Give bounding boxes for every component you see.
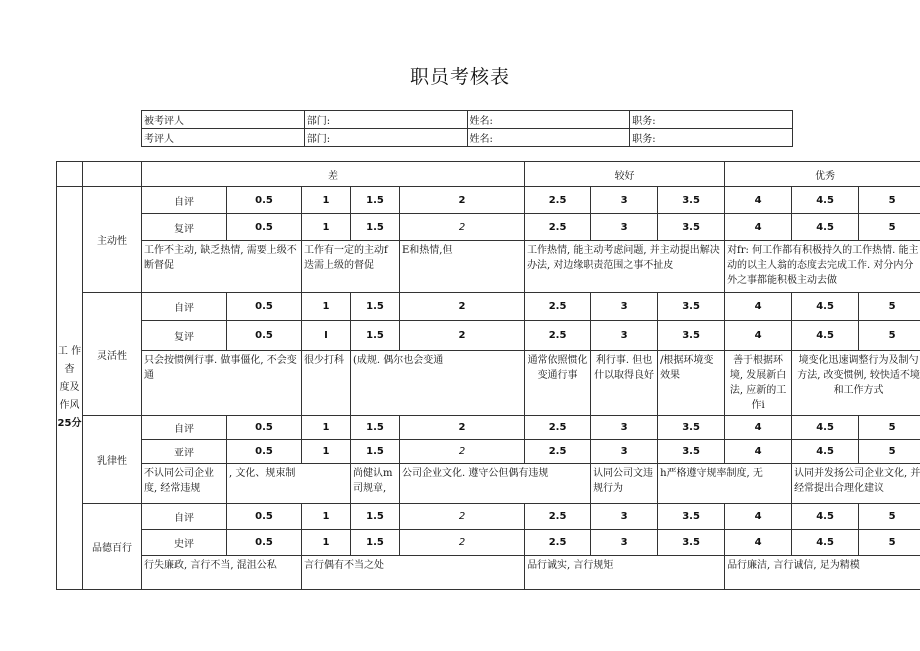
description-cell: 只会按惯例行事. 做事僵化, 不会变通 [142, 351, 302, 416]
row-label: 史评 [142, 530, 227, 556]
description-cell: 认同并发扬公司企业文化, 并经常提出合理化建议 [792, 464, 920, 504]
score-cell[interactable]: 3.5 [658, 504, 725, 530]
score-cell[interactable]: 5 [859, 321, 920, 351]
table-row [57, 530, 920, 556]
row-label: 自评 [142, 416, 227, 440]
score-cell[interactable]: 3.5 [658, 187, 725, 214]
description-cell: 品行诚实, 言行规矩 [525, 556, 725, 590]
score-cell[interactable]: 3.5 [658, 293, 725, 321]
description-cell: 行失廉政, 言行不当, 混沮公私 [142, 556, 302, 590]
row-label: 亚评 [142, 440, 227, 464]
score-cell[interactable]: 4 [725, 321, 792, 351]
evaluator-dept-field[interactable]: 部门: [304, 129, 467, 147]
score-cell[interactable]: 5 [859, 504, 920, 530]
description-row [57, 241, 920, 293]
table-row [57, 293, 920, 321]
score-cell[interactable]: 4.5 [792, 440, 859, 464]
score-cell[interactable]: 1.5 [351, 416, 400, 440]
score-cell[interactable]: 2.5 [525, 321, 591, 351]
score-cell[interactable]: 4 [725, 440, 792, 464]
score-cell[interactable]: 1 [302, 187, 351, 214]
evaluatee-title-field[interactable]: 职务: [630, 111, 793, 129]
score-cell[interactable]: 5 [859, 214, 920, 241]
score-cell[interactable]: 0.5 [227, 187, 302, 214]
score-cell[interactable]: 1.5 [351, 214, 400, 241]
score-cell[interactable]: 1 [302, 293, 351, 321]
description-cell: 工作热情, 能主动考虑问题, 并主动提出解决办法, 对边缘职责范围之事不扯皮 [525, 241, 725, 293]
score-cell[interactable]: 2.5 [525, 504, 591, 530]
category-label: 工 作 杳 度及 作风 25分 [57, 187, 83, 590]
level-header-row [57, 162, 920, 187]
description-cell: 对fr: 何工作都有积极持久的工作热情. 能主动的以主人翁的态度去完成工作. 对分内分外之事都能积极主动去做 [725, 241, 920, 293]
score-cell[interactable]: 2.5 [525, 293, 591, 321]
description-cell: h严格遵守规率制度, 无 [658, 464, 792, 504]
form-title: 职员考核表 [409, 66, 510, 88]
score-cell[interactable]: 3 [591, 440, 658, 464]
score-cell[interactable]: 4 [725, 504, 792, 530]
description-cell: E和热情,但 [400, 241, 525, 293]
score-cell[interactable]: 2 [400, 293, 525, 321]
description-row [57, 464, 920, 504]
description-cell: 善于根据环境, 发展新白法, 应新的工作i [725, 351, 792, 416]
score-cell[interactable]: 3 [591, 187, 658, 214]
score-cell[interactable]: 5 [859, 530, 920, 556]
row-label: 自评 [142, 187, 227, 214]
criterion-name: 乳律性 [83, 416, 142, 504]
info-table [141, 110, 793, 147]
score-cell[interactable]: 1.5 [351, 440, 400, 464]
description-cell: 境变化迅速调整行为及制勺方法, 改变惯例, 较快适不境和工作方式 [792, 351, 920, 416]
score-cell[interactable]: 3 [591, 504, 658, 530]
description-cell: 工作不主动, 缺乏热情, 需要上级不断督促 [142, 241, 302, 293]
score-cell[interactable]: 4.5 [792, 214, 859, 241]
score-cell[interactable]: 5 [859, 293, 920, 321]
description-cell: (成规. 偶尔也会变通 [351, 351, 525, 416]
level-good: 较好 [525, 162, 725, 187]
row-label: 自评 [142, 504, 227, 530]
score-cell[interactable]: 2.5 [525, 187, 591, 214]
score-cell[interactable]: 1.5 [351, 321, 400, 351]
score-cell[interactable]: 3 [591, 293, 658, 321]
score-cell[interactable]: 4.5 [792, 293, 859, 321]
score-cell[interactable]: 3 [591, 214, 658, 241]
score-cell[interactable]: 2 [400, 504, 525, 530]
evaluator-label[interactable]: 考评人 [142, 129, 305, 147]
description-row [57, 351, 920, 416]
evaluatee-dept-field[interactable]: 部门: [304, 111, 467, 129]
score-cell[interactable]: 2.5 [525, 214, 591, 241]
table-row [57, 504, 920, 530]
description-cell: 品行廉洁, 言行诚信, 足为精模 [725, 556, 920, 590]
score-cell[interactable]: 3.5 [658, 440, 725, 464]
score-cell[interactable]: 1.5 [351, 187, 400, 214]
table-row [57, 321, 920, 351]
score-cell[interactable]: 3.5 [658, 214, 725, 241]
description-cell: 言行偶有不当之处 [302, 556, 525, 590]
score-cell[interactable]: 0.5 [227, 504, 302, 530]
score-cell[interactable]: 4 [725, 530, 792, 556]
score-cell[interactable]: 1.5 [351, 293, 400, 321]
evaluator-title-field[interactable]: 职务: [630, 129, 793, 147]
info-row-evaluatee [142, 111, 793, 129]
score-cell[interactable]: 2 [400, 530, 525, 556]
score-cell[interactable]: 2 [400, 214, 525, 241]
score-cell[interactable]: 2.5 [525, 530, 591, 556]
row-label: 自评 [142, 293, 227, 321]
score-cell[interactable]: 0.5 [227, 530, 302, 556]
description-cell: 尚健认m司规章, [351, 464, 400, 504]
score-cell[interactable]: 4 [725, 187, 792, 214]
score-cell[interactable]: 3 [591, 530, 658, 556]
table-row [57, 416, 920, 440]
score-cell[interactable]: 3.5 [658, 416, 725, 440]
score-cell[interactable]: 0.5 [227, 416, 302, 440]
score-cell[interactable]: 0.5 [227, 321, 302, 351]
evaluatee-label[interactable]: 被考评人 [142, 111, 305, 129]
description-cell: 很少打科 [302, 351, 351, 416]
description-cell: 认同公司文违规行为 [591, 464, 658, 504]
score-cell[interactable]: 1 [302, 214, 351, 241]
score-cell[interactable]: 2 [400, 416, 525, 440]
score-cell[interactable]: 4.5 [792, 504, 859, 530]
score-cell[interactable]: 3 [591, 321, 658, 351]
score-cell[interactable]: 3.5 [658, 530, 725, 556]
score-cell[interactable]: 4 [725, 293, 792, 321]
row-label: 复评 [142, 321, 227, 351]
level-excellent: 优秀 [725, 162, 920, 187]
table-row [57, 440, 920, 464]
level-poor: 差 [142, 162, 525, 187]
score-cell[interactable]: 2 [400, 321, 525, 351]
score-cell[interactable]: 1 [302, 530, 351, 556]
score-cell[interactable]: 3.5 [658, 321, 725, 351]
criterion-name: 主动性 [83, 187, 142, 293]
description-cell: /根据环境变效果 [658, 351, 725, 416]
score-cell[interactable]: 1 [302, 504, 351, 530]
evaluation-table [56, 161, 920, 590]
evaluator-name-field[interactable]: 姓名: [467, 129, 630, 147]
score-cell[interactable]: 2.5 [525, 416, 591, 440]
score-cell[interactable]: 2 [400, 440, 525, 464]
criterion-name: 品德百行 [83, 504, 142, 590]
score-cell[interactable]: 4.5 [792, 321, 859, 351]
description-cell: , 文化、规束制 [227, 464, 351, 504]
score-cell[interactable]: I [302, 321, 351, 351]
info-row-evaluator [142, 129, 793, 147]
table-row [57, 187, 920, 214]
score-cell[interactable]: 4.5 [792, 187, 859, 214]
description-cell: 通常依照惯化变通行事 [525, 351, 591, 416]
score-cell[interactable]: 4.5 [792, 530, 859, 556]
description-cell: 利行事. 但也什以取得良好 [591, 351, 658, 416]
description-row [57, 556, 920, 590]
score-cell[interactable]: 2 [400, 187, 525, 214]
row-label: 复评 [142, 214, 227, 241]
score-cell[interactable]: 4.5 [792, 416, 859, 440]
score-cell[interactable]: 0.5 [227, 214, 302, 241]
score-cell[interactable]: 4 [725, 416, 792, 440]
description-cell: 工作有一定的主动f迭需上级的督促 [302, 241, 400, 293]
score-cell[interactable]: 0.5 [227, 440, 302, 464]
score-cell[interactable]: 1.5 [351, 530, 400, 556]
score-cell[interactable]: 5 [859, 416, 920, 440]
score-cell[interactable]: 5 [859, 187, 920, 214]
score-cell[interactable]: 1 [302, 416, 351, 440]
score-cell[interactable]: 4 [725, 214, 792, 241]
score-cell[interactable]: 0.5 [227, 293, 302, 321]
score-cell[interactable]: 1.5 [351, 504, 400, 530]
table-row [57, 214, 920, 241]
score-cell[interactable]: 5 [859, 440, 920, 464]
score-cell[interactable]: 2.5 [525, 440, 591, 464]
description-cell: 公司企业文化. 遵守公但偶有违规 [400, 464, 591, 504]
score-cell[interactable]: 3 [591, 416, 658, 440]
criterion-name: 灵活性 [83, 293, 142, 416]
evaluatee-name-field[interactable]: 姓名: [467, 111, 630, 129]
score-cell[interactable]: 1 [302, 440, 351, 464]
description-cell: 不认同公司企业度, 经常违规 [142, 464, 227, 504]
